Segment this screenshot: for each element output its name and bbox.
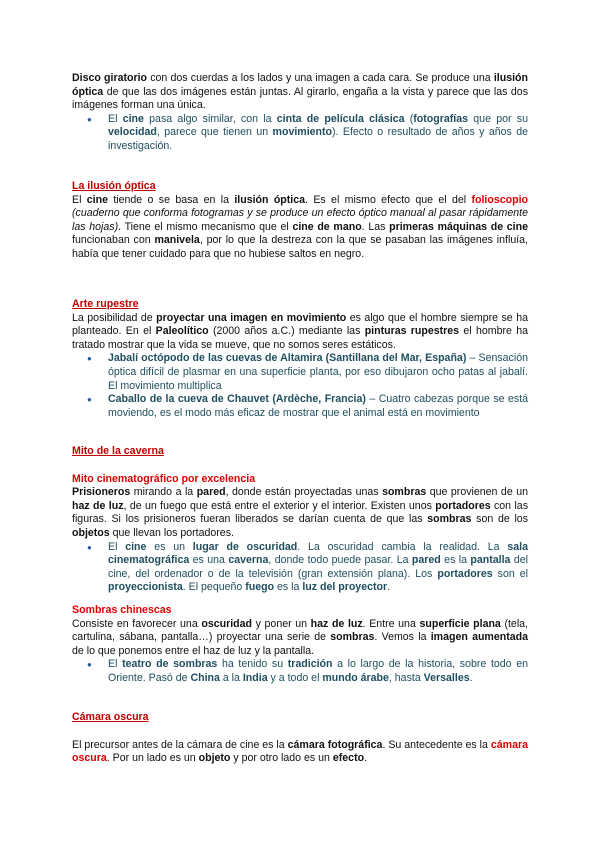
text-run: funcionaban con	[72, 234, 155, 247]
bold-term: sombras	[382, 486, 427, 499]
text-run: con las figuras. Si los prisioneros fueran liberados se darían cuenta de que las	[72, 499, 528, 526]
bold-term: haz de luz	[72, 499, 124, 512]
mito-heading	[72, 445, 528, 459]
bold-term: sala cinematográfica	[108, 540, 528, 567]
bold-term: proyectar una imagen en movimiento	[156, 311, 347, 324]
bold-term: cine de mano	[292, 220, 362, 233]
bold-term: portadores	[435, 499, 491, 512]
text-run: mirando a la	[130, 486, 197, 499]
text-run: tiende o se basa en la	[107, 193, 235, 206]
bold-term: Jabalí octópodo de las cuevas de Altamira (Santillana del Mar, España)	[108, 352, 467, 365]
text-run: a la	[219, 671, 243, 684]
section-heading: La ilusión óptica	[72, 180, 156, 192]
text-run: . Entre una	[362, 617, 420, 630]
arte-section	[72, 298, 528, 420]
bold-term: pared	[196, 486, 226, 499]
bold-term: cine	[86, 193, 108, 206]
bold-term: pinturas rupestres	[364, 325, 460, 338]
bold-term: efecto	[332, 752, 365, 765]
bold-term: pared	[411, 554, 441, 567]
bold-term: cinta de película clásica	[276, 112, 405, 125]
bold-term: proyeccionista	[108, 581, 183, 594]
bold-term: fotografías	[413, 112, 469, 125]
mito-list	[72, 541, 528, 595]
bold-term: mundo árabe	[322, 671, 389, 684]
text-run: con dos cuerdas a los lados y una imagen a cada cara. Se produce una	[147, 72, 494, 84]
text-run: Consiste en favorecer una	[72, 617, 202, 630]
bold-term: oscuridad	[201, 617, 252, 630]
text-run: y a todo el	[267, 671, 323, 684]
text-run: . El pequeño	[182, 581, 246, 594]
text-run: . La oscuridad cambia la realidad. La	[297, 540, 508, 553]
camara-paragraph	[72, 739, 528, 766]
bold-term: haz de luz	[310, 617, 363, 630]
arte-heading	[72, 298, 528, 312]
text-run: El	[108, 540, 126, 553]
ilusion-heading	[72, 180, 528, 194]
text-run: .	[469, 671, 473, 684]
text-run: , donde todo puede pasar. La	[268, 554, 412, 567]
bold-term: China	[190, 671, 220, 684]
arte-paragraph	[72, 312, 528, 353]
text-run: , parece que tienen un	[156, 126, 273, 139]
mito-subheading	[72, 473, 528, 487]
bold-term: Disco giratorio	[72, 72, 148, 84]
bold-term: tradición	[287, 658, 333, 671]
mito-section	[72, 445, 528, 595]
bold-term: primeras máquinas de cine	[389, 220, 528, 233]
text-run: – Sensación óptica difícil de plasmar en una superficie planta, por eso dibujaron ocho patas al jabalí. El movimiento multiplica	[108, 352, 528, 392]
bold-term: cine	[122, 112, 144, 125]
bold-term: imagen aumentada	[430, 631, 528, 644]
text-run: El	[108, 112, 123, 125]
text-run: que provienen de un	[426, 486, 528, 499]
bold-term: ilusión óptica	[234, 193, 306, 206]
bold-term: sombras	[427, 513, 472, 526]
text-run: el hombre ha tratado mostrar que la vida se mueve, que no somos seres estáticos.	[72, 325, 528, 351]
text-run: (2000 años a.C.) mediante las	[208, 325, 365, 338]
arte-list	[72, 352, 528, 420]
intro-paragraph	[72, 72, 528, 113]
text-run: , donde están proyectadas unas	[225, 486, 383, 499]
text-run: a lo largo de la historia, sobre todo en Oriente. Pasó de	[108, 658, 529, 684]
subsection-heading: Sombras chinescas	[72, 604, 172, 616]
text-run: que llevan los portadores.	[109, 526, 234, 539]
bold-term: superficie plana	[419, 617, 501, 630]
list-item	[72, 658, 528, 685]
text-run: , de un fuego que está entre el exterior y el interior. Existen unos	[123, 499, 436, 512]
ilusion-section	[72, 180, 528, 262]
bold-term: pantalla	[470, 554, 511, 567]
section-heading: Mito de la caverna	[72, 445, 164, 457]
bold-term: folioscopio	[471, 193, 528, 206]
text-run: de que las dos imágenes están juntas. Al girarlo, engaña a la vista y parece que las dos imágenes forman una única.	[72, 85, 528, 112]
bold-term: ilusión óptica	[72, 72, 528, 98]
text-run: , hasta	[388, 671, 424, 684]
subsection-heading: Mito cinematográfico por excelencia	[72, 472, 256, 485]
camara-heading	[72, 711, 528, 725]
text-run: . Las	[361, 220, 390, 233]
list-item	[72, 541, 528, 595]
ilusion-paragraph	[72, 194, 528, 262]
text-run: . Es el mismo efecto que el del	[305, 193, 472, 206]
text-run: es una	[189, 554, 229, 567]
bold-term: objeto	[198, 752, 231, 765]
sombras-heading	[72, 604, 528, 618]
text-run: son de los	[471, 513, 528, 526]
text-run: , por lo que la destreza con la que se pasaban las imágenes influía, había que tener cuidado para que no hubiese saltos en negro.	[72, 234, 529, 260]
text-run: es un	[146, 540, 193, 553]
text-run: . Su antecedente es la	[382, 738, 491, 751]
bold-term: manivela	[154, 234, 200, 247]
bold-term: Paleolítico	[155, 325, 209, 338]
text-run: es la	[440, 554, 471, 567]
text-run: – Cuatro cabezas porque se está moviendo, es el modo más eficaz de mostrar que el animal está en movimiento	[108, 393, 528, 419]
italic-note: (cuaderno que conforma fotogramas y se produce un efecto óptico manual al pasar rápidamente las hojas)	[72, 207, 528, 233]
text-run: y por otro lado es un	[230, 752, 333, 765]
bold-term: Caballo de la cueva de Chauvet (Ardèche, Francia)	[108, 393, 366, 406]
text-run: El	[72, 193, 87, 206]
bold-term: objetos	[72, 526, 110, 539]
text-run: . Por un lado es un	[106, 752, 199, 765]
text-run: El precursor antes de la cámara de cine es la	[72, 738, 288, 751]
text-run: de lo que ponemos entre el haz de luz y la pantalla.	[72, 644, 315, 657]
text-run: son el	[492, 567, 528, 580]
text-run: . Vemos la	[374, 631, 431, 644]
text-run: .	[387, 581, 391, 594]
bold-term: Versalles	[423, 671, 470, 684]
intro-section	[72, 72, 528, 154]
list-item	[72, 393, 528, 420]
bold-term: luz del proyector	[302, 581, 388, 594]
bold-term: sombras	[330, 631, 375, 644]
bold-term: lugar de oscuridad	[192, 540, 298, 553]
text-run: . Tiene el mismo mecanismo que el	[118, 220, 293, 233]
text-run: pasa algo similar, con la	[143, 112, 277, 125]
text-run: ha tenido su	[217, 658, 288, 671]
bold-term: teatro de sombras	[122, 658, 218, 671]
text-run: ). Efecto o resultado de años y años de investigación.	[108, 126, 528, 152]
list-item	[72, 113, 528, 154]
bold-term: cine	[125, 540, 147, 553]
bold-term: movimiento	[272, 126, 332, 139]
bold-term: Prisioneros	[72, 486, 131, 499]
bold-term: velocidad	[108, 126, 157, 139]
intro-list	[72, 113, 528, 154]
sombras-paragraph	[72, 618, 528, 659]
text-run: y poner un	[251, 617, 311, 630]
bold-term: portadores	[437, 567, 493, 580]
bold-term: India	[242, 671, 268, 684]
text-run: es algo que el hombre siempre se ha planteado. En el	[72, 311, 528, 338]
sombras-section	[72, 604, 528, 686]
sombras-list	[72, 658, 528, 685]
section-heading: Arte rupestre	[72, 298, 139, 310]
text-run: es la	[274, 581, 303, 594]
text-run: (	[404, 112, 414, 125]
bold-term: cámara fotográfica	[287, 738, 383, 751]
text-run: del cine, del ordenador o de la televisión (gran extensión plana). Los	[108, 554, 529, 580]
mito-paragraph	[72, 486, 528, 540]
text-run: (tela, cartulina, sábana, pantalla…) proyectar una serie de	[72, 617, 529, 644]
bold-term: caverna	[228, 554, 269, 567]
list-item	[72, 352, 528, 393]
text-run: El	[108, 658, 123, 671]
bold-term: cámara oscura	[72, 738, 528, 765]
text-run: La posibilidad de	[72, 311, 157, 324]
camara-section	[72, 711, 528, 766]
bold-term: fuego	[245, 581, 275, 594]
text-run: .	[364, 752, 368, 765]
section-heading: Cámara oscura	[72, 711, 149, 723]
text-run: que por su	[468, 112, 528, 125]
